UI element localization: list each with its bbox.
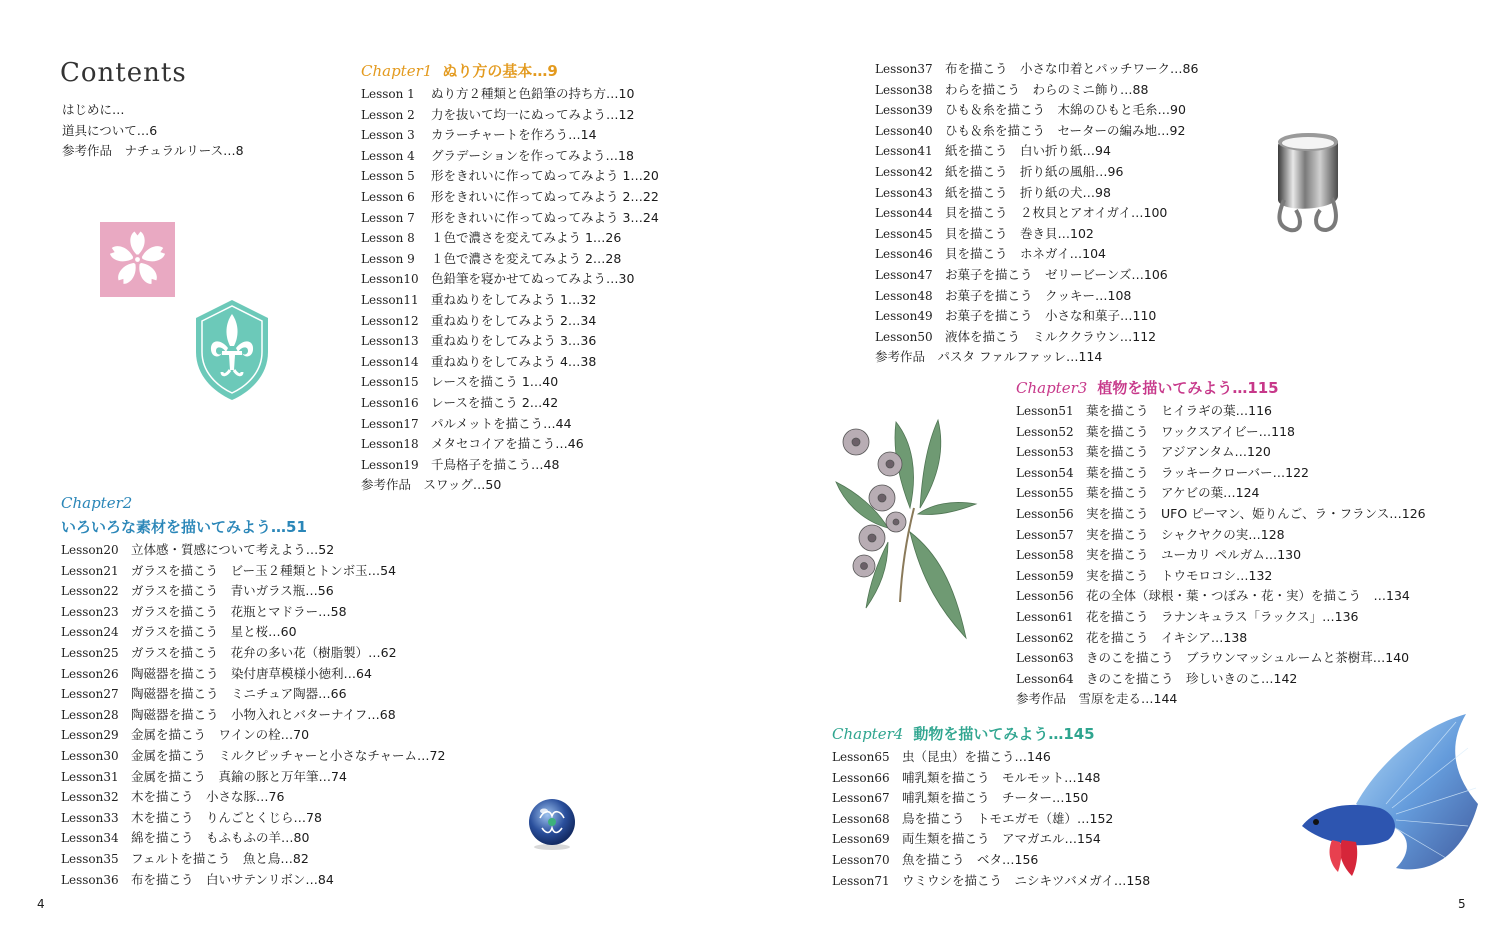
fleur-de-lis-shield-icon	[192, 296, 272, 404]
lesson-title: レースを描こう 2…42	[431, 394, 559, 410]
lesson-number: Lesson41	[875, 144, 933, 159]
lesson-row[interactable]	[361, 146, 659, 167]
metal-ring-icon	[1268, 126, 1346, 238]
lesson-row[interactable]	[361, 105, 659, 126]
lesson-title: ガラスを描こう ビー玉２種類とトンボ玉…54	[131, 562, 397, 578]
lesson-title: 形をきれいに作ってぬってみよう 1…20	[431, 168, 659, 184]
lesson-row[interactable]	[61, 581, 445, 602]
lesson-row[interactable]	[1016, 607, 1426, 628]
lesson-title: 貝を描こう ホネガイ…104	[945, 246, 1106, 262]
lesson-number: Lesson62	[1016, 630, 1074, 645]
lesson-number: Lesson40	[875, 123, 933, 138]
lesson-title: フェルトを描こう 魚と鳥…82	[131, 850, 309, 866]
lesson-title: 葉を描こう ワックスアイビー…118	[1086, 423, 1295, 439]
lesson-row[interactable]	[361, 414, 659, 435]
lesson-title: パルメットを描こう…44	[431, 415, 572, 431]
chapter2-label: Chapter2	[61, 494, 133, 512]
lesson-row[interactable]	[61, 561, 445, 582]
lesson-row[interactable]	[361, 434, 659, 455]
lesson-title: 参考作品 スワッグ…50	[361, 477, 502, 493]
lesson-title: 花を描こう イキシア…138	[1086, 629, 1248, 645]
lesson-title: 陶磁器を描こう 染付唐草模様小徳利…64	[131, 665, 372, 681]
lesson-number: Lesson19	[361, 457, 419, 472]
lesson-number: Lesson56	[1016, 589, 1074, 604]
lesson-number: Lesson21	[61, 563, 119, 578]
lesson-number: Lesson51	[1016, 404, 1074, 418]
lesson-row[interactable]	[832, 768, 1150, 789]
intro-item[interactable]: はじめに…	[62, 102, 125, 117]
lesson-row[interactable]	[1016, 586, 1426, 607]
lesson-number: Lesson36	[61, 872, 119, 887]
lesson-row[interactable]	[1016, 422, 1426, 443]
lesson-row[interactable]	[61, 643, 445, 664]
chapter2-continued-list	[875, 59, 1198, 368]
lesson-title: 陶磁器を描こう 小物入れとバターナイフ…68	[131, 706, 396, 722]
chapter3-lesson-list	[1016, 401, 1426, 710]
lesson-number: Lesson20	[61, 543, 119, 557]
lesson-row[interactable]	[875, 183, 1198, 204]
lesson-title: 葉を描こう ヒイラギの葉…116	[1086, 403, 1272, 418]
lesson-title: 貝を描こう ２枚貝とアオイガイ…100	[945, 205, 1168, 221]
lesson-row[interactable]	[361, 311, 659, 332]
lesson-row[interactable]	[361, 166, 659, 187]
lesson-row[interactable]	[875, 59, 1198, 80]
lesson-row[interactable]	[875, 203, 1198, 224]
lesson-row[interactable]	[875, 327, 1198, 348]
lesson-row[interactable]	[875, 286, 1198, 307]
lesson-row[interactable]	[61, 808, 445, 829]
lesson-title: お菓子を描こう ゼリービーンズ…106	[945, 266, 1168, 282]
lesson-row[interactable]	[1016, 463, 1426, 484]
lesson-row[interactable]	[361, 393, 659, 414]
lesson-number: Lesson17	[361, 416, 419, 431]
lesson-number: Lesson67	[832, 791, 890, 806]
betta-fish-icon	[1296, 708, 1486, 880]
lesson-row[interactable]	[875, 244, 1198, 265]
lesson-title: きのこを描こう ブラウンマッシュルームと茶樹茸…140	[1086, 650, 1410, 666]
lesson-row[interactable]	[61, 684, 445, 705]
lesson-title: 実を描こう シャクヤクの実…128	[1086, 526, 1285, 542]
lesson-row[interactable]	[61, 870, 445, 891]
lesson-row[interactable]	[361, 372, 659, 393]
lesson-title: 哺乳類を描こう モルモット…148	[902, 769, 1101, 785]
chapter1-label: Chapter1	[361, 62, 433, 80]
lesson-row[interactable]	[361, 290, 659, 311]
lesson-number: Lesson44	[875, 206, 933, 221]
lesson-row[interactable]	[875, 265, 1198, 286]
lesson-title: ひも＆糸を描こう セーターの編み地…92	[945, 122, 1186, 138]
lesson-number: Lesson33	[61, 810, 119, 825]
lesson-row[interactable]	[361, 228, 659, 249]
lesson-row[interactable]	[875, 100, 1198, 121]
lesson-row[interactable]	[1016, 483, 1426, 504]
lesson-title: 実を描こう トウモロコシ…132	[1086, 567, 1273, 583]
lesson-number: Lesson 3	[361, 128, 415, 143]
lesson-title: 葉を描こう ラッキークローバー…122	[1086, 464, 1309, 480]
lesson-title: １色で濃さを変えてみよう 2…28	[431, 250, 622, 266]
lesson-title: わらを描こう わらのミニ飾り…88	[945, 81, 1149, 97]
lesson-row[interactable]	[1016, 648, 1426, 669]
lesson-number: Lesson 1	[361, 87, 415, 101]
lesson-title: 布を描こう 白いサテンリボン…84	[131, 871, 334, 887]
lesson-number: Lesson22	[61, 584, 119, 599]
lesson-title: 貝を描こう 巻き貝…102	[945, 225, 1094, 241]
lesson-title: 形をきれいに作ってぬってみよう 3…24	[431, 209, 659, 225]
lesson-row[interactable]	[1016, 628, 1426, 649]
lesson-row[interactable]	[1016, 401, 1426, 422]
lesson-title: 花の全体（球根・葉・つぼみ・花・実）を描こう …134	[1086, 588, 1410, 604]
lesson-number: Lesson64	[1016, 671, 1074, 686]
chapter1-heading[interactable]	[361, 60, 558, 82]
lesson-title: 重ねぬりをしてみよう 3…36	[431, 333, 597, 349]
lesson-number: Lesson59	[1016, 568, 1074, 583]
glass-marble-icon	[526, 796, 578, 852]
lesson-row[interactable]	[1016, 669, 1426, 690]
lesson-title: 液体を描こう ミルククラウン…112	[945, 328, 1157, 344]
lesson-title: 金属を描こう ミルクピッチャーと小さなチャーム…72	[131, 747, 446, 763]
lesson-number: Lesson35	[61, 851, 119, 866]
lesson-title: 形をきれいに作ってぬってみよう 2…22	[431, 188, 659, 204]
lesson-row[interactable]	[361, 352, 659, 373]
lesson-title: お菓子を描こう 小さな和菓子…110	[945, 308, 1157, 324]
lesson-row[interactable]	[875, 162, 1198, 183]
lesson-row[interactable]	[61, 828, 445, 849]
lesson-number: Lesson 2	[361, 107, 415, 122]
lesson-row[interactable]	[61, 849, 445, 870]
lesson-number: Lesson65	[832, 750, 890, 764]
lesson-number: Lesson38	[875, 82, 933, 97]
lesson-number: Lesson45	[875, 226, 933, 241]
lesson-row[interactable]	[1016, 504, 1426, 525]
lesson-row[interactable]	[61, 664, 445, 685]
lesson-number: Lesson 9	[361, 251, 415, 266]
lesson-number: Lesson43	[875, 185, 933, 200]
chapter4-heading[interactable]	[832, 723, 1095, 745]
lesson-row[interactable]	[361, 269, 659, 290]
lesson-row[interactable]	[361, 331, 659, 352]
lesson-title: 紙を描こう 折り紙の犬…98	[945, 184, 1111, 200]
lesson-number: Lesson58	[1016, 548, 1074, 563]
lesson-number: Lesson66	[832, 770, 890, 785]
page-number-left: 4	[37, 897, 45, 911]
lesson-number: Lesson27	[61, 687, 119, 702]
lesson-number: Lesson23	[61, 604, 119, 619]
lesson-number: Lesson29	[61, 728, 119, 743]
reference-work-row[interactable]	[1016, 689, 1426, 710]
lesson-number: Lesson14	[361, 354, 419, 369]
lesson-title: １色で濃さを変えてみよう 1…26	[431, 230, 622, 246]
lesson-number: Lesson71	[832, 873, 890, 888]
lesson-title: お菓子を描こう クッキー…108	[945, 287, 1132, 303]
lesson-number: Lesson46	[875, 247, 933, 262]
sakura-tile-icon	[100, 222, 175, 297]
lesson-number: Lesson25	[61, 645, 119, 660]
lesson-title: ぬり方２種類と色鉛筆の持ち方…10	[431, 86, 635, 101]
page-number-right: 5	[1458, 897, 1466, 911]
chapter4-lesson-list	[832, 747, 1150, 891]
lesson-title: 実を描こう ユーカリ ペルガム…130	[1086, 547, 1302, 563]
lesson-number: Lesson26	[61, 666, 119, 681]
lesson-number: Lesson50	[875, 329, 933, 344]
lesson-row[interactable]	[61, 602, 445, 623]
chapter4-label: Chapter4	[832, 725, 904, 743]
lesson-title: 重ねぬりをしてみよう 2…34	[431, 312, 597, 328]
lesson-title: 葉を描こう アジアンタム…120	[1086, 444, 1271, 460]
lesson-number: Lesson52	[1016, 424, 1074, 439]
chapter1-title: ぬり方の基本…9	[442, 62, 558, 80]
lesson-number: Lesson70	[832, 852, 890, 867]
lesson-title: ガラスを描こう 星と桜…60	[131, 624, 297, 640]
chapter2-title[interactable]: いろいろな素材を描いてみよう…51	[61, 518, 307, 536]
lesson-title: ガラスを描こう 青いガラス瓶…56	[131, 583, 334, 599]
lesson-row[interactable]	[875, 224, 1198, 245]
lesson-row[interactable]	[361, 187, 659, 208]
reference-work-row[interactable]	[875, 347, 1198, 368]
lesson-title: 金属を描こう 真鍮の豚と万年筆…74	[131, 768, 347, 784]
eucalyptus-branch-icon	[826, 412, 978, 642]
lesson-row[interactable]	[832, 747, 1150, 768]
lesson-title: きのこを描こう 珍しいきのこ…142	[1086, 670, 1298, 686]
lesson-row[interactable]	[61, 705, 445, 726]
lesson-row[interactable]	[875, 80, 1198, 101]
lesson-row[interactable]	[361, 249, 659, 270]
lesson-title: レースを描こう 1…40	[431, 374, 559, 390]
lesson-row[interactable]	[61, 725, 445, 746]
lesson-number: Lesson15	[361, 375, 419, 390]
chapter2-label-line[interactable]	[61, 492, 142, 514]
lesson-number: Lesson30	[61, 748, 119, 763]
lesson-number: Lesson63	[1016, 651, 1074, 666]
lesson-number: Lesson56	[1016, 506, 1074, 521]
lesson-number: Lesson68	[832, 811, 890, 826]
lesson-row[interactable]	[61, 767, 445, 788]
lesson-number: Lesson10	[361, 272, 419, 287]
lesson-number: Lesson 8	[361, 231, 415, 246]
lesson-title: 参考作品 パスタ ファルファッレ…114	[875, 349, 1103, 365]
lesson-row[interactable]	[875, 121, 1198, 142]
lesson-row[interactable]	[1016, 545, 1426, 566]
lesson-row[interactable]	[61, 746, 445, 767]
lesson-row[interactable]	[1016, 566, 1426, 587]
lesson-title: 魚を描こう ベタ…156	[902, 851, 1039, 867]
lesson-number: Lesson69	[832, 832, 890, 847]
lesson-title: 力を抜いて均一にぬってみよう…12	[431, 106, 635, 122]
lesson-number: Lesson12	[361, 313, 419, 328]
lesson-number: Lesson 4	[361, 148, 415, 163]
intro-item[interactable]: 参考作品 ナチュラルリース…8	[62, 143, 244, 159]
lesson-title: 綿を描こう もふもふの羊…80	[131, 830, 310, 846]
lesson-number: Lesson24	[61, 625, 119, 640]
lesson-title: カラーチャートを作ろう…14	[431, 127, 597, 143]
lesson-row[interactable]	[61, 622, 445, 643]
chapter4-title: 動物を描いてみよう…145	[913, 725, 1095, 743]
lesson-number: Lesson57	[1016, 527, 1074, 542]
lesson-title: 布を描こう 小さな巾着とパッチワーク…86	[945, 61, 1199, 76]
lesson-title: 色鉛筆を寝かせてぬってみよう…30	[431, 271, 635, 287]
lesson-number: Lesson 5	[361, 169, 415, 184]
lesson-number: Lesson42	[875, 164, 933, 179]
lesson-number: Lesson53	[1016, 445, 1074, 460]
chapter3-title: 植物を描いてみよう…115	[1097, 379, 1279, 397]
lesson-title: 紙を描こう 白い折り紙…94	[945, 143, 1111, 159]
lesson-title: 立体感・質感について考えよう…52	[131, 542, 335, 557]
lesson-number: Lesson47	[875, 267, 933, 282]
lesson-number: Lesson13	[361, 334, 419, 349]
lesson-title: 重ねぬりをしてみよう 1…32	[431, 291, 597, 307]
lesson-row[interactable]	[361, 84, 659, 105]
lesson-title: ひも＆糸を描こう 木綿のひもと毛糸…90	[945, 102, 1186, 118]
lesson-title: ウミウシを描こう ニシキツバメガイ…158	[902, 872, 1151, 888]
lesson-row[interactable]	[832, 788, 1150, 809]
lesson-title: 両生類を描こう アマガエル…154	[902, 831, 1101, 847]
lesson-title: 金属を描こう ワインの栓…70	[131, 727, 310, 743]
lesson-row[interactable]	[832, 871, 1150, 892]
intro-item[interactable]: 道具について…6	[62, 122, 158, 138]
lesson-row[interactable]	[832, 809, 1150, 830]
lesson-number: Lesson16	[361, 395, 419, 410]
lesson-row[interactable]	[832, 829, 1150, 850]
lesson-number: Lesson 6	[361, 189, 415, 204]
lesson-title: ガラスを描こう 花弁の多い花（樹脂製）…62	[131, 644, 397, 660]
lesson-title: 参考作品 雪原を走る…144	[1016, 691, 1178, 707]
lesson-row[interactable]	[1016, 442, 1426, 463]
lesson-number: Lesson55	[1016, 486, 1074, 501]
lesson-number: Lesson 7	[361, 210, 415, 225]
reference-work-row[interactable]	[361, 475, 659, 496]
lesson-number: Lesson61	[1016, 609, 1074, 624]
lesson-number: Lesson34	[61, 831, 119, 846]
lesson-number: Lesson32	[61, 790, 119, 805]
contents-title: Contents	[60, 58, 187, 88]
lesson-number: Lesson28	[61, 707, 119, 722]
lesson-row[interactable]	[361, 455, 659, 476]
chapter3-label: Chapter3	[1016, 379, 1088, 397]
lesson-row[interactable]	[361, 125, 659, 146]
lesson-title: 葉を描こう アケビの葉…124	[1086, 485, 1260, 501]
lesson-title: 木を描こう 小さな豚…76	[131, 789, 285, 805]
intro-list	[62, 100, 244, 162]
lesson-title: 陶磁器を描こう ミニチュア陶器…66	[131, 686, 347, 702]
lesson-number: Lesson11	[361, 292, 419, 307]
lesson-title: 鳥を描こう トモエガモ（雄）…152	[902, 810, 1114, 826]
lesson-row[interactable]	[875, 306, 1198, 327]
lesson-title: 実を描こう UFO ピーマン、姫りんご、ラ・フランス…126	[1086, 505, 1426, 521]
lesson-number: Lesson49	[875, 309, 933, 324]
lesson-row[interactable]	[361, 208, 659, 229]
lesson-title: 紙を描こう 折り紙の風船…96	[945, 163, 1124, 179]
chapter2-lesson-list	[61, 540, 445, 890]
lesson-row[interactable]	[61, 540, 445, 561]
lesson-title: 哺乳類を描こう チーター…150	[902, 790, 1089, 806]
lesson-title: 花を描こう ラナンキュラス「ラックス」…136	[1086, 608, 1359, 624]
lesson-number: Lesson48	[875, 288, 933, 303]
lesson-number: Lesson54	[1016, 465, 1074, 480]
lesson-title: 千鳥格子を描こう…48	[431, 456, 560, 472]
lesson-title: メタセコイアを描こう…46	[431, 436, 584, 452]
lesson-number: Lesson39	[875, 103, 933, 118]
chapter3-heading[interactable]	[1016, 377, 1279, 399]
lesson-number: Lesson31	[61, 769, 119, 784]
lesson-title: グラデーションを作ってみよう…18	[431, 147, 634, 163]
lesson-row[interactable]	[61, 787, 445, 808]
lesson-title: 虫（昆虫）を描こう…146	[902, 749, 1051, 764]
lesson-row[interactable]	[832, 850, 1150, 871]
lesson-row[interactable]	[1016, 525, 1426, 546]
lesson-number: Lesson18	[361, 437, 419, 452]
lesson-number: Lesson37	[875, 62, 933, 76]
chapter1-lesson-list	[361, 84, 659, 496]
lesson-title: ガラスを描こう 花瓶とマドラー…58	[131, 603, 347, 619]
lesson-row[interactable]	[875, 141, 1198, 162]
lesson-title: 重ねぬりをしてみよう 4…38	[431, 353, 597, 369]
lesson-title: 木を描こう りんごとくじら…78	[131, 809, 322, 825]
